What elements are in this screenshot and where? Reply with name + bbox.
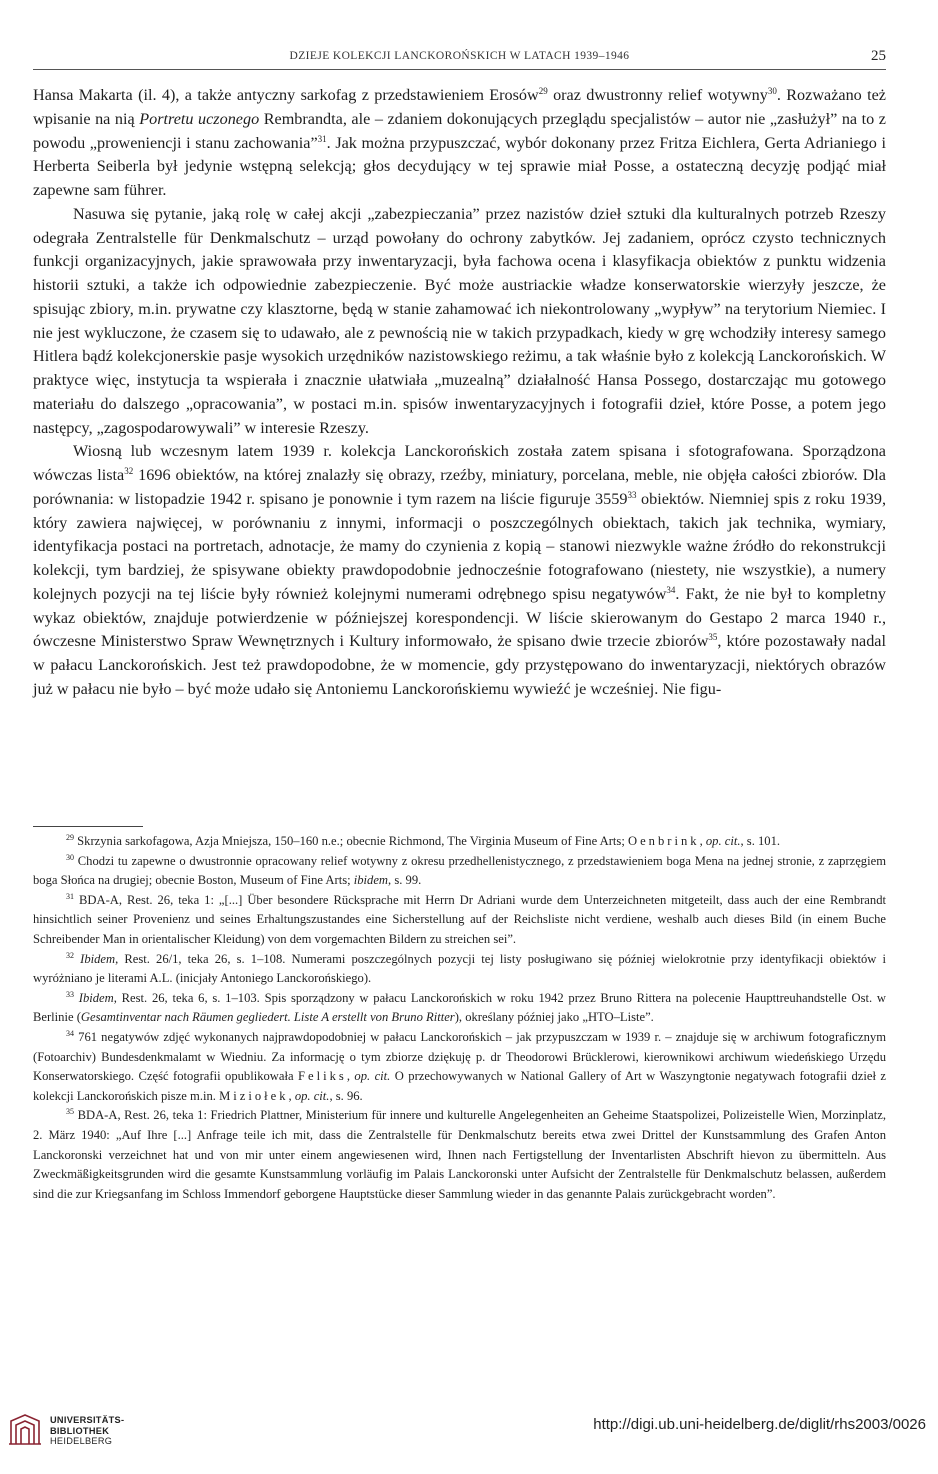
- footnote-34: $^{34}$ 761 negatywów zdjęć wykonanych najprawdopodobniej w pałacu Lanckorońskich – jak przypuszczam w 1939 r. – znajduje się w archiwum fotograficznym (Fotoarchiv) Bundesdenkmalamt w Wiedniu. Za informację o tym zbiorze dziękuję p. dr Theodorowi Brücklerowi, kierownikowi archiwum wiedeńskiego Urzędu Konserwatorskiego. Część fotografii opublikowała Feliks, op. cit. O przechowywanych w National Gallery of Art w Waszyngtonie negatywach fotografii dzieł z kolekcji Lanckorońskich pisze m.in. Miziołek, op. cit., s. 96.: [33, 1028, 886, 1103]
- footnote-29: $^{29}$ Skrzynia sarkofagowa, Azja Mniejsza, 150–160 n.e.; obecnie Richmond, The Virginia Museum of Fine Arts; Oenbrink, op. cit., s. 101.: [66, 833, 781, 848]
- source-url-link[interactable]: http://digi.ub.uni-heidelberg.de/diglit/rhs2003/0026: [593, 1416, 926, 1433]
- footnote-ref-31[interactable]: 31: [317, 133, 327, 144]
- university-library-logo-icon: [8, 1413, 42, 1447]
- footnote-31: $^{31}$ BDA-A, Rest. 26, teka 1: „[...] Über besondere Rücksprache mit Herrn Dr Adriani wurde dem Unterzeichneten mitgeteilt, dass auch der eine Rembrandt hinsichtlich seiner Provenienz und seines Erhaltungszustandes eine Sicherstellung auf der Reichsliste nicht verdiene, weshalb auch dieses Bild (in einem Buche Schreibender Man in orientalischer Kleidung) von dem vorgemachten Bildern zu streichen sei”.: [33, 891, 886, 946]
- main-text: [33, 84, 886, 702]
- footnote-ref-29[interactable]: 29: [538, 86, 548, 96]
- footnote-ref-32[interactable]: 32: [124, 466, 134, 476]
- footnote-rule: [33, 826, 143, 827]
- footnote-ref-34[interactable]: 34: [666, 584, 676, 595]
- library-name: UNIVERSITÄTS- BIBLIOTHEK HEIDELBERG: [50, 1415, 125, 1446]
- paragraph-1: Hansa Makarta (il. 4), a także antyczny sarkofag z przedstawieniem Erosów$^{29}$ oraz dwustronny relief wotywny$^{30}$. Rozważano też wpisanie na nią Portretu uczonego Rembrandta, ale – zdaniem dokonujących przeglądu specjalistów – autor nie „zasłużył” na to z powodu „proweniencji i stanu zachowania”$^{31}$. Jak można przypuszczać, wybór dokonany przez Fritza Eichlera, Gerta Adrianiego i Herberta Seiberla był jedynie wstępną selekcją; głos decydujący w tej sprawie miał Posse, a ostateczną decyzję podjąć miał zapewne sam führer.: [33, 86, 886, 199]
- paragraph-3: Wiosną lub wczesnym latem 1939 r. kolekcja Lanckorońskich została zatem spisana i sfotografowana. Sporządzona wówczas lista$^{32}$ 1696 obiektów, na której znalazły się obrazy, rzeźby, miniatury, porcelana, meble, nie objęła całości zbiorów. Dla porównania: w listopadzie 1942 r. spisano je ponownie i tym razem na liście figuruje 3559$^{33}$ obiektów. Niemniej spis z roku 1939, który zawiera najwięcej, w porównaniu z innymi, informacji o poszczególnych obiektach, takich jak technika, wymiary, identyfikacja postaci na portretach, adnotacje, że mamy do czynienia z kopią – stanowi niezwykle ważne źródło do rekonstrukcji kolekcji, tym bardziej, że spisywane obiekty prawdopodobnie jednocześnie fotografowano (niestety, nie wszystkie), a numery kolejnych pozycji na tej liście były również kolejnymi numerami odrębnego spisu negatywów$^{34}$. Fakt, że nie był to kompletny wykaz obiektów, znajduje potwierdzenie w późniejszej korespondencji. W liście skierowanym do Gestapo 2 marca 1940 r., ówczesne Ministerstwo Spraw Wewnętrznych i Kultury informowało, że spisano dwie trzecie zbiorów$^{35}$, które pozostawały nadal w pałacu Lanckorońskich. Jest też prawdopodobne, że w momencie, gdy przystępowano do inwentaryzacji, niektórych obrazów już w pałacu nie było – być może udało się Antoniemu Lanckorońskiemu wywieźć je wcześniej. Nie figu-: [33, 442, 886, 698]
- running-header: [33, 50, 886, 70]
- footnote-30: $^{30}$ Chodzi tu zapewne o dwustronnie opracowany relief wotywny z okresu przedhellenistycznego, z przedstawieniem boga Mena na jednej stronie, z zaprzęgiem boga Słońca na drugiej; obecnie Boston, Museum of Fine Arts; ibidem, s. 99.: [33, 852, 886, 888]
- digitization-footer: [0, 1402, 938, 1462]
- footnote-35: $^{35}$ BDA-A, Rest. 26, teka 1: Friedrich Plattner, Ministerium für innere und kulturelle Angelegenheiten an Geheime Staatspolizei, Polizeistelle Wien, Morzinplatz, 2. März 1940: „Auf Ihre [...] Anfrage teile ich mit, dass die Zentralstelle für Denkmalschutz bereits etwa zwei Drittel der Kunstsammlung des Grafen Anton Lanckoronski verzeichnet hat und von mir unter einem angewiesenen wird, Ihnen nach Fertigstellung der Inventarlisten Abschrift hievon zu übermitteln. Aus Zweckmäßigkeitsgrunden wird die gesamte Kunstsammlung vorläufig im Palais Lanckoronski unter Aufsicht der Zentralstelle für Denkmalschutz belassen, außerdem sind die zur Kriegsanfang im Schloss Immendorf geborgene Hauptstücke dieser Sammlung wieder in das genannte Palais zurückgebracht worden”.: [33, 1107, 886, 1201]
- running-title: DZIEJE KOLEKCJI LANCKOROŃSKICH W LATACH 1939–1946: [289, 50, 630, 62]
- header-rule: [33, 69, 886, 70]
- footnote-ref-30[interactable]: 30: [767, 86, 777, 96]
- italic-title: Portretu uczonego: [139, 109, 260, 128]
- footnotes: [33, 832, 886, 1204]
- footnote-32: $^{32}$ Ibidem, Rest. 26/1, teka 26, s. 1–108. Numerami poszczególnych pozycji tej listy posługiwano się później wielokrotnie przy identyfikacji obiektów i wyróżniano je literami A.L. (inicjały Antoniego Lanckorońskiego).: [33, 950, 886, 986]
- paragraph-2: Nasuwa się pytanie, jaką rolę w całej akcji „zabezpieczania” przez nazistów dzieł sztuki dla kulturalnych potrzeb Rzeszy odegrała Zentralstelle für Denkmalschutz – urząd powołany do ochrony zabytków. Jej zadaniem, oprócz czysto technicznych funkcji organizacyjnych, jakie sprawowała przy inwentaryzacji, była fachowa ocena i klasyfikacja obiektów z punktu widzenia historii sztuki, a także ich odpowiednie zabezpieczenie. Być może austriackie władze konserwatorskie wierzyły jeszcze, że spisując zbiory, m.in. prywatne czy klasztorne, będą w stanie zahamować ich niekontrolowany „wypływ” na terytorium Niemiec. I nie jest wykluczone, że czasem się to udawało, ale z pewnością nie w takich przypadkach, kiedy w grę wchodziły interesy samego Hitlera bądź kolekcjonerskie pasje wysokich urzędników nazistowskiego reżimu, a tak właśnie było z kolekcją Lanckorońskich. W praktyce więc, instytucja ta wspierała i znacznie ułatwiała „muzealną” działalność Hansa Possego, dostarczając mu gotowego materiału do dalszego „opracowania”, w postaci m.in. spisów inwentaryzacyjnych i fotografii dzieł, które Posse, a potem jego następcy, „zagospodarowywali” w interesie Rzeszy.: [33, 204, 886, 437]
- page-number: 25: [871, 48, 886, 64]
- footnote-ref-33[interactable]: 33: [627, 489, 637, 500]
- footnote-ref-35[interactable]: 35: [708, 632, 718, 643]
- footnote-33: $^{33}$ Ibidem, Rest. 26, teka 6, s. 1–103. Spis sporządzony w pałacu Lanckorońskich w roku 1942 przez Bruno Rittera na polecenie Haupttreuhandstelle Ost. w Berlinie (Gesamtinventar nach Räumen gegliedert. Liste A erstellt von Bruno Ritter), określany później jako „HTO–Liste”.: [33, 989, 886, 1025]
